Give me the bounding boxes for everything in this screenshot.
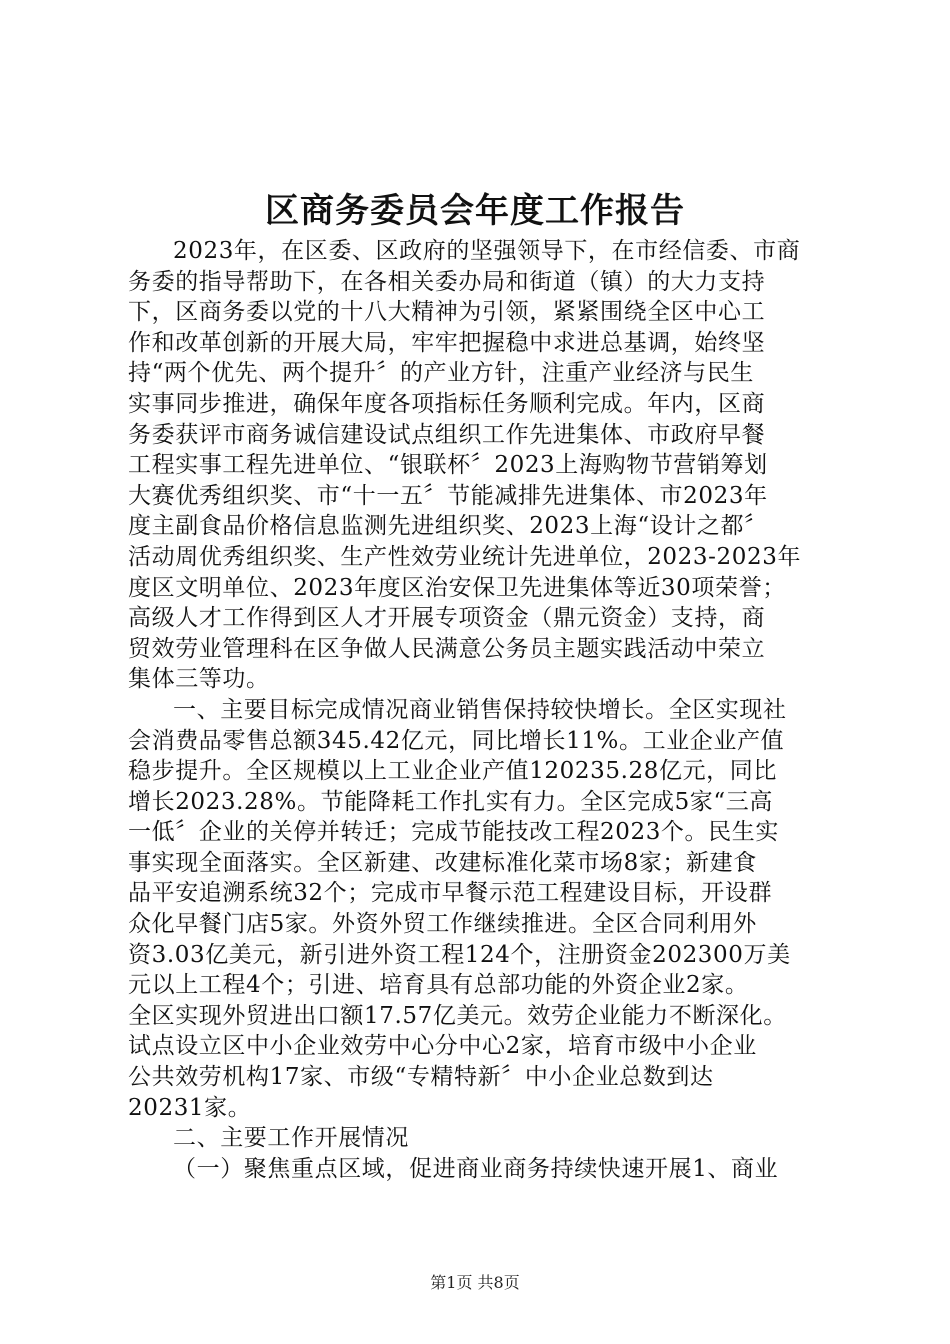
paragraph-line: 大赛优秀组织奖、市“十一五〞节能减排先进集体、市2023年 — [128, 482, 768, 509]
paragraph-line: 事实现全面落实。全区新建、改建标准化菜市场8家；新建食 — [128, 849, 757, 876]
paragraph-line: 高级人才工作得到区人才开展专项资金（鼎元资金）支持，商 — [128, 605, 766, 632]
paragraph-line: 工程实事工程先进单位、“银联杯〞2023上海购物节营销筹划 — [128, 452, 768, 479]
paragraph-line: 稳步提升。全区规模以上工业企业产值120235.28亿元，同比 — [128, 758, 777, 785]
paragraph-line: 度区文明单位、2023年度区治安保卫先进集体等近30项荣誉； — [128, 574, 786, 601]
subsection-heading-line: （一）聚焦重点区域，促进商业商务持续快速开展1、商业 — [173, 1155, 779, 1182]
paragraph-line: 一低〞企业的关停并转迁；完成节能技改工程2023个。民生实 — [128, 819, 779, 846]
report-body — [128, 236, 832, 1184]
paragraph-line: 务委获评市商务诚信建设试点组织工作先进集体、市政府早餐 — [128, 421, 766, 448]
paragraph-line: 活动周优秀组织奖、生产性效劳业统计先进单位，2023-2023年 — [128, 543, 802, 570]
paragraph-line: 作和改革创新的开展大局，牢牢把握稳中求进总基调，始终坚 — [128, 329, 766, 356]
paragraph-line: 会消费品零售总额345.42亿元，同比增长11%。工业企业产值 — [128, 727, 785, 754]
paragraph-line: 众化早餐门店5家。外资外贸工作继续推进。全区合同利用外 — [128, 911, 757, 938]
paragraph-line: 度主副食品价格信息监测先进组织奖、2023上海“设计之都〞 — [128, 513, 768, 540]
page-number-footer: 第1页 共8页 — [430, 1273, 520, 1292]
section-heading-line: 一、主要目标完成情况商业销售保持较快增长。全区实现社 — [173, 696, 787, 723]
paragraph-line: 试点设立区中小企业效劳中心分中心2家，培育市级中小企业 — [128, 1033, 757, 1060]
paragraph-line: 公共效劳机构17家、市级“专精特新〞中小企业总数到达 — [128, 1064, 714, 1091]
paragraph-line: 元以上工程4个；引进、培育具有总部功能的外资企业2家。 — [128, 972, 749, 999]
paragraph-line: 品平安追溯系统32个；完成市早餐示范工程建设目标，开设群 — [128, 880, 773, 907]
paragraph-line: 增长2023.28%。节能降耗工作扎实有力。全区完成5家“三高 — [128, 788, 773, 815]
paragraph-line: 资3.03亿美元，新引进外资工程124个，注册资金202300万美 — [128, 941, 791, 968]
paragraph-line: 务委的指导帮助下，在各相关委办局和街道（镇）的大力支持 — [128, 268, 766, 295]
section-heading-line: 二、主要工作开展情况 — [173, 1125, 409, 1152]
paragraph-line: 下，区商务委以党的十八大精神为引领，紧紧围绕全区中心工 — [128, 299, 766, 326]
paragraph-line: 集体三等功。 — [128, 666, 270, 693]
paragraph-line: 20231家。 — [128, 1094, 252, 1121]
paragraph-line: 2023年，在区委、区政府的坚强领导下，在市经信委、市商 — [173, 238, 801, 264]
page-title: 区商务委员会年度工作报告 — [265, 191, 685, 231]
paragraph-line: 贸效劳业管理科在区争做人民满意公务员主题实践活动中荣立 — [128, 635, 766, 662]
paragraph-line: 实事同步推进，确保年度各项指标任务顺利完成。年内，区商 — [128, 390, 766, 417]
paragraph-line: 全区实现外贸进出口额17.57亿美元。效劳企业能力不断深化。 — [128, 1002, 787, 1029]
paragraph-line: 持“两个优先、两个提升〞的产业方针，注重产业经济与民生 — [128, 360, 754, 387]
